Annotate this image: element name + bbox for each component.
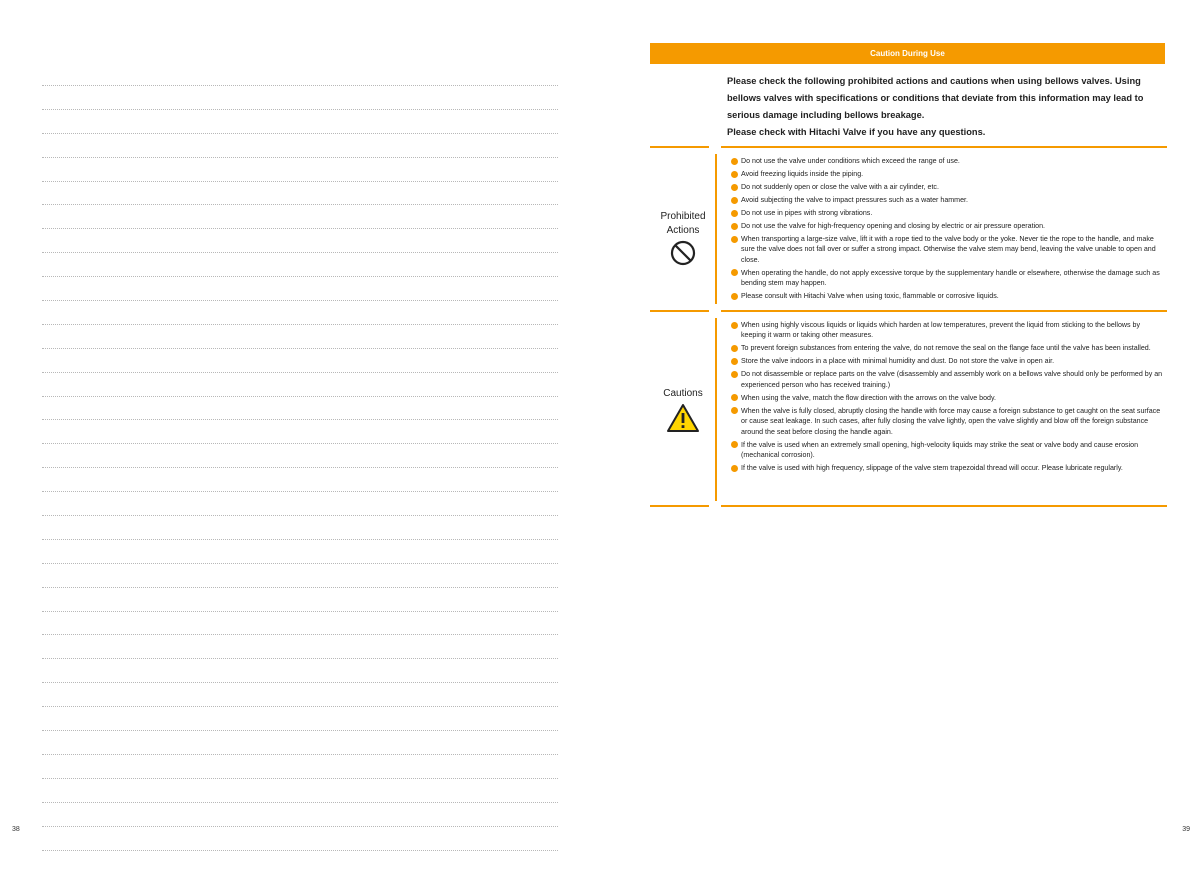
note-line [42,157,558,159]
bullet-dot-icon [731,358,738,365]
note-line [42,324,558,326]
divider-content-bottom [721,505,1167,507]
note-line [42,611,558,613]
prohibited-item [731,291,1163,301]
prohibited-item-text: Do not suddenly open or close the valve with a air cylinder, etc. [741,183,939,191]
prohibited-item [731,182,1163,192]
prohibited-icon [670,240,696,266]
cautions-item-text: If the valve is used with high frequency, slippage of the valve stem trapezoidal thread will occur. Please lubricate regularly. [741,464,1123,473]
cautions-label: Cautions [663,388,703,399]
prohibited-item-text: Avoid freezing liquids inside the piping. [741,170,864,178]
divider-label-top-cautions [650,310,709,312]
cautions-item [731,463,1163,473]
prohibited-label [650,210,716,238]
bullet-dot-icon [731,465,738,472]
bullet-dot-icon [731,394,738,401]
divider-label-top-prohibited [650,146,709,148]
note-line [42,850,558,852]
prohibited-item [731,169,1163,179]
cautions-item-text: When using the valve, match the flow direction with the arrows on the valve body. [741,393,996,402]
note-line [42,133,558,135]
note-line [42,85,558,87]
bullet-dot-icon [731,236,738,243]
prohibited-vertical-bar [715,154,717,304]
cautions-item-text: Do not disassemble or replace parts on the valve (disassembly and assembly work on a bellows valve should only be performed by an experienced person who has received training.) [741,370,1163,389]
prohibited-item [731,195,1163,205]
cautions-item-text: To prevent foreign substances from entering the valve, do not remove the seal on the flange face until the valve has been installed. [741,344,1151,353]
bullet-dot-icon [731,322,738,329]
note-line [42,228,558,230]
warning-icon [666,403,700,433]
note-line [42,491,558,493]
cautions-item [731,356,1163,366]
cautions-item [731,393,1163,403]
prohibited-item-text: Do not use in pipes with strong vibrations. [741,209,873,217]
note-line [42,802,558,804]
note-line [42,754,558,756]
note-line [42,300,558,302]
note-line [42,252,558,254]
intro-paragraph: Please check the following prohibited actions and cautions when using bellows valves. Using bellows valves with specifications or conditions that deviate from this information may lead to serious damage including bellows breakage. [727,76,1144,120]
note-line [42,515,558,517]
bullet-dot-icon [731,441,738,448]
bullet-dot-icon [731,184,738,191]
bullet-dot-icon [731,171,738,178]
note-line [42,634,558,636]
prohibited-item [731,208,1163,218]
note-line [42,539,558,541]
bullet-dot-icon [731,223,738,230]
note-line [42,563,558,565]
cautions-item [731,369,1163,390]
prohibited-item-text: When operating the handle, do not apply excessive torque by the supplementary handle or elsewhere, otherwise the damage such as bending stem may happen. [741,268,1160,288]
prohibited-item [731,268,1163,289]
cautions-vertical-bar [715,318,717,501]
intro-contact: Please check with Hitachi Valve if you have any questions. [727,127,986,137]
divider-content-top-prohibited [721,146,1167,148]
section-banner: Caution During Use [650,43,1165,64]
bullet-dot-icon [731,269,738,276]
note-line [42,109,558,111]
prohibited-item-text: Avoid subjecting the valve to impact pressures such as a water hammer. [741,196,968,204]
bullet-dot-icon [731,345,738,352]
cautions-item [731,320,1163,341]
note-line [42,826,558,828]
cautions-item-text: When the valve is fully closed, abruptly closing the handle with force may cause a foreign substance to get caught on the seat surface or cause seat leakage. In such cases, after fully closing the valve lightly, open the valve slightly and blow off the foreign substance around the seat before closing the handle again. [741,406,1161,436]
prohibited-item-text: Please consult with Hitachi Valve when using toxic, flammable or corrosive liquids. [741,292,999,301]
bullet-dot-icon [731,158,738,165]
cautions-item [731,440,1163,461]
note-line [42,276,558,278]
prohibited-list [731,156,1163,304]
prohibited-item [731,234,1163,265]
note-line [42,706,558,708]
prohibited-item-text: When transporting a large-size valve, lift it with a rope tied to the valve body or the yoke. Never tie the rope to the handle, and make sure the valve does not fall over or suffer a strong impact. Otherwise the valve stem may bend, leaving the valve unable to open and close. [741,235,1156,264]
page-number-left: 38 [12,826,20,833]
divider-label-bottom [650,505,709,507]
note-line [42,396,558,398]
bullet-dot-icon [731,371,738,378]
note-line [42,778,558,780]
prohibited-item [731,156,1163,166]
cautions-item-text: If the valve is used when an extremely small opening, high-velocity liquids may strike the seat or valve body and cause erosion (mechanical corrosion). [741,440,1139,460]
note-line [42,682,558,684]
note-line [42,204,558,206]
prohibited-item-text: Do not use the valve under conditions which exceed the range of use. [741,157,960,165]
note-line [42,419,558,421]
cautions-item [731,406,1163,437]
bullet-dot-icon [731,407,738,414]
prohibited-label-line1: Prohibited [660,211,706,222]
prohibited-label-line2: Actions [666,225,700,236]
prohibited-item [731,221,1163,231]
note-line [42,730,558,732]
note-line [42,467,558,469]
cautions-list [731,320,1163,476]
cautions-item-text: When using highly viscous liquids or liquids which harden at low temperatures, prevent the liquid from sticking to the bellows by keeping it warm or taking other measures. [741,321,1141,340]
prohibited-item-text: Do not use the valve for high-frequency opening and closing by electric or air pressure operation. [741,222,1046,230]
note-lines [42,85,558,873]
bullet-dot-icon [731,293,738,300]
cautions-item [731,343,1163,353]
bullet-dot-icon [731,197,738,204]
cautions-item-text: Store the valve indoors in a place with minimal humidity and dust. Do not store the valve in open air. [741,357,1055,366]
note-line [42,658,558,660]
note-line [42,348,558,350]
note-line [42,372,558,374]
divider-content-top-cautions [721,310,1167,312]
note-line [42,181,558,183]
bullet-dot-icon [731,210,738,217]
page-number-right: 39 [1182,826,1190,833]
note-line [42,587,558,589]
intro-text [727,73,1167,141]
note-line [42,443,558,445]
